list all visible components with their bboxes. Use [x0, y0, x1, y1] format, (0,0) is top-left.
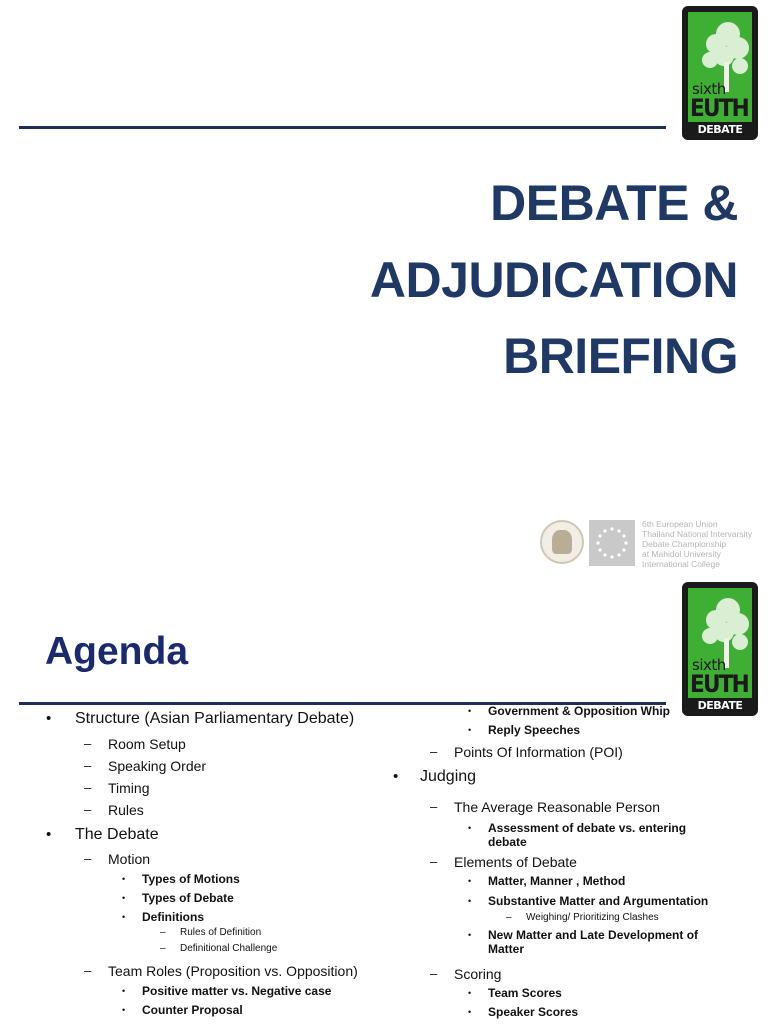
bullet-marker: •: [468, 1007, 472, 1017]
agenda-item: Scoring: [454, 966, 502, 982]
bullet-marker: –: [84, 802, 92, 817]
logo-sixth-text: sixth: [692, 80, 726, 98]
bullet-marker: –: [430, 854, 438, 869]
agenda-item: debate: [488, 835, 527, 849]
bullet-marker: –: [506, 912, 512, 923]
bullet-marker: •: [122, 874, 126, 884]
agenda-item: Motion: [108, 851, 151, 867]
bullet-marker: –: [160, 927, 166, 938]
logo-sixth-text: sixth: [692, 656, 726, 674]
bullet-marker: •: [122, 986, 126, 996]
logo-debate-text: DEBATE: [688, 122, 752, 134]
bullet-marker: •: [122, 893, 126, 903]
agenda-item: Room Setup: [108, 736, 186, 752]
agenda-item: Substantive Matter and Argumentation: [488, 894, 709, 908]
slide-title-line-2: ADJUDICATION: [369, 252, 738, 308]
agenda-item: Team Roles (Proposition vs. Opposition): [108, 963, 358, 979]
euth-debate-logo: [682, 582, 758, 716]
agenda-item: Timing: [108, 780, 150, 796]
bullet-marker: •: [468, 725, 472, 735]
agenda-item: Team Scores: [488, 986, 562, 1000]
logo-euth-text: EUTH: [690, 670, 748, 698]
logo-euth-text: EUTH: [690, 94, 748, 122]
agenda-slide: [0, 576, 768, 1024]
agenda-item: Types of Debate: [142, 891, 234, 905]
mahidol-seal-icon: [540, 520, 584, 564]
bullet-marker: •: [468, 988, 472, 998]
bullet-marker: •: [393, 768, 399, 785]
bullet-marker: –: [84, 851, 92, 866]
bullet-marker: •: [468, 930, 472, 940]
bullet-marker: •: [468, 823, 472, 833]
bullet-marker: –: [84, 780, 92, 795]
agenda-item: Assessment of debate vs. entering: [488, 821, 687, 835]
agenda-item: Matter: [488, 942, 525, 956]
bullet-marker: –: [160, 943, 166, 954]
bullet-marker: –: [84, 758, 92, 773]
bullet-marker: –: [84, 963, 92, 978]
agenda-item: Rules of Definition: [180, 927, 262, 938]
bullet-marker: •: [122, 912, 126, 922]
agenda-item: Judging: [420, 768, 477, 785]
agenda-item: The Debate: [75, 826, 159, 843]
slide-title-line-1: DEBATE &: [490, 175, 738, 231]
partner-caption-line: 6th European Union: [642, 519, 718, 529]
agenda-item: Elements of Debate: [454, 854, 577, 870]
agenda-item: Matter, Manner , Method: [488, 874, 626, 888]
bullet-marker: •: [468, 706, 472, 716]
slide-title-line-3: BRIEFING: [503, 328, 738, 384]
agenda-item: Speaking Order: [108, 758, 207, 774]
agenda-item: Points Of Information (POI): [454, 744, 623, 760]
bullet-marker: •: [468, 876, 472, 886]
bullet-marker: –: [430, 744, 438, 759]
agenda-item: Counter Proposal: [142, 1003, 243, 1017]
partner-caption-line: at Mahidol University: [642, 549, 721, 559]
agenda-item: Government & Opposition Whip: [488, 704, 670, 718]
bullet-marker: •: [46, 826, 52, 843]
bullet-marker: •: [468, 896, 472, 906]
agenda-item: Positive matter vs. Negative case: [142, 984, 332, 998]
partner-caption-line: Debate Championship: [642, 539, 727, 549]
bullet-marker: •: [46, 710, 52, 727]
partner-caption-line: International College: [642, 559, 720, 569]
agenda-item: Structure (Asian Parliamentary Debate): [75, 710, 355, 727]
partner-caption-line: Thailand National Intervarsity: [642, 529, 753, 539]
eu-flag-icon: [589, 520, 635, 566]
agenda-item: Speaker Scores: [488, 1005, 579, 1019]
bullet-marker: –: [430, 799, 438, 814]
agenda-item: Definitional Challenge: [180, 943, 278, 954]
title-divider: [19, 126, 666, 129]
partner-caption: [642, 519, 768, 569]
bullet-marker: –: [430, 966, 438, 981]
agenda-item: New Matter and Late Development of: [488, 928, 699, 942]
agenda-item: Reply Speeches: [488, 723, 581, 737]
bullet-marker: •: [122, 1005, 126, 1015]
partner-logos: [534, 516, 768, 572]
agenda-item: Rules: [108, 802, 144, 818]
agenda-item: Weighing/ Prioritizing Clashes: [526, 912, 659, 923]
bullet-marker: –: [84, 736, 92, 751]
agenda-item: Types of Motions: [142, 872, 240, 886]
agenda-item: The Average Reasonable Person: [454, 799, 660, 815]
agenda-item: Definitions: [142, 910, 204, 924]
logo-debate-text: DEBATE: [688, 698, 752, 710]
euth-debate-logo: [682, 6, 758, 140]
agenda-title: Agenda: [45, 630, 189, 673]
